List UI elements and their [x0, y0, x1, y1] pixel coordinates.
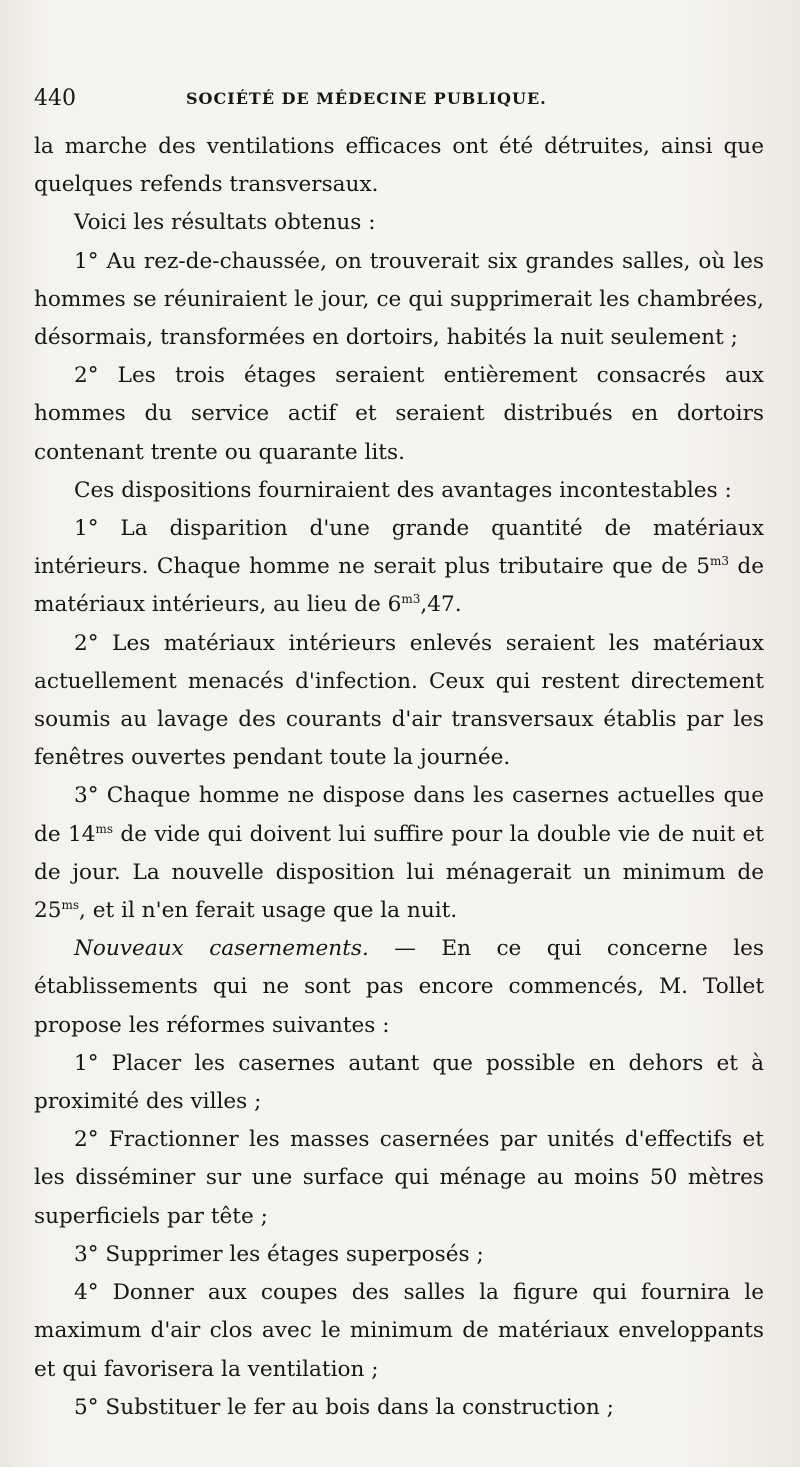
paragraph-reform-5: 5° Substituer le fer au bois dans la construction ; [74, 1394, 614, 1420]
paragraph-reform-4: 4° Donner aux coupes des salles la figure qui fournira le maximum d'air clos avec le minimum de matériaux enveloppants et qui favorisera la ventilation ; [34, 1280, 764, 1382]
text-run: 3° Chaque homme ne dispose dans les casernes actuelles que de 14 [34, 783, 764, 847]
paragraph-continuation: la marche des ventilations efficaces ont été détruites, ainsi que quelques refends transversaux. [34, 134, 764, 198]
paragraph-advantage-3 [34, 777, 764, 930]
paragraph-advantages-intro: Ces dispositions fourniraient des avantages incontestables : [74, 477, 732, 503]
paragraph-result-1: 1° Au rez-de-chaussée, on trouverait six grandes salles, où les hommes se réuniraient le jour, ce qui supprimerait les chambrées, désormais, transformées en dortoirs, habités la nuit seulement ; [34, 248, 764, 351]
paragraph-result-2: 2° Les trois étages seraient entièrement consacrés aux hommes du service actif et seraient distribués en dortoirs contenant trente ou quarante lits. [34, 363, 764, 465]
paragraph-results-intro: Voici les résultats obtenus : [74, 210, 376, 236]
page-number: 440 [34, 86, 76, 111]
paragraph-advantage-1 [34, 510, 764, 625]
paragraph-reform-3: 3° Supprimer les étages superposés ; [74, 1241, 484, 1267]
text-run: ,47. [420, 592, 462, 618]
text-run: 1° La disparition d'une grande quantité de matériaux intérieurs. Chaque homme ne serait plus tributaire que de 5 [34, 516, 764, 580]
paragraph-reform-1: 1° Placer les casernes autant que possible en dehors et à proximité des villes ; [34, 1050, 764, 1115]
unit-superscript: m3 [709, 554, 729, 569]
paragraph-new-barracks [34, 930, 764, 1045]
running-title: SOCIÉTÉ DE MÉDECINE PUBLIQUE. [186, 89, 547, 108]
paragraph-advantage-2: 2° Les matériaux intérieurs enlevés seraient les matériaux actuellement menacés d'infection. Ceux qui restent directement soumis au lavage des courants d'air transversaux établis par les fenêtres ouvertes pendant toute la journée. [34, 630, 764, 771]
paragraph-reform-2: 2° Fractionner les masses casernées par unités d'effectifs et les disséminer sur une surface qui ménage au moins 50 mètres superficiels par tête ; [34, 1127, 764, 1229]
section-heading: Nouveaux casernements. [74, 936, 369, 962]
unit-superscript: ms [61, 897, 80, 912]
unit-superscript: m3 [401, 592, 421, 607]
unit-superscript: ms [95, 821, 114, 836]
text-run: de vide qui doivent lui suffire pour la double vie de nuit et de jour. La nouvelle disposition lui ménagerait un minimum de 25 [34, 821, 764, 924]
text-run: , et il n'en ferait usage que la nuit. [79, 898, 458, 924]
text-run: de matériaux intérieurs, au lieu de 6 [34, 554, 764, 618]
text-run: — En ce qui concerne les établissements qui ne sont pas encore commencés, M. Tollet propose les réformes suivantes : [34, 936, 764, 1038]
page-header [34, 86, 754, 116]
body-text [34, 128, 764, 1427]
